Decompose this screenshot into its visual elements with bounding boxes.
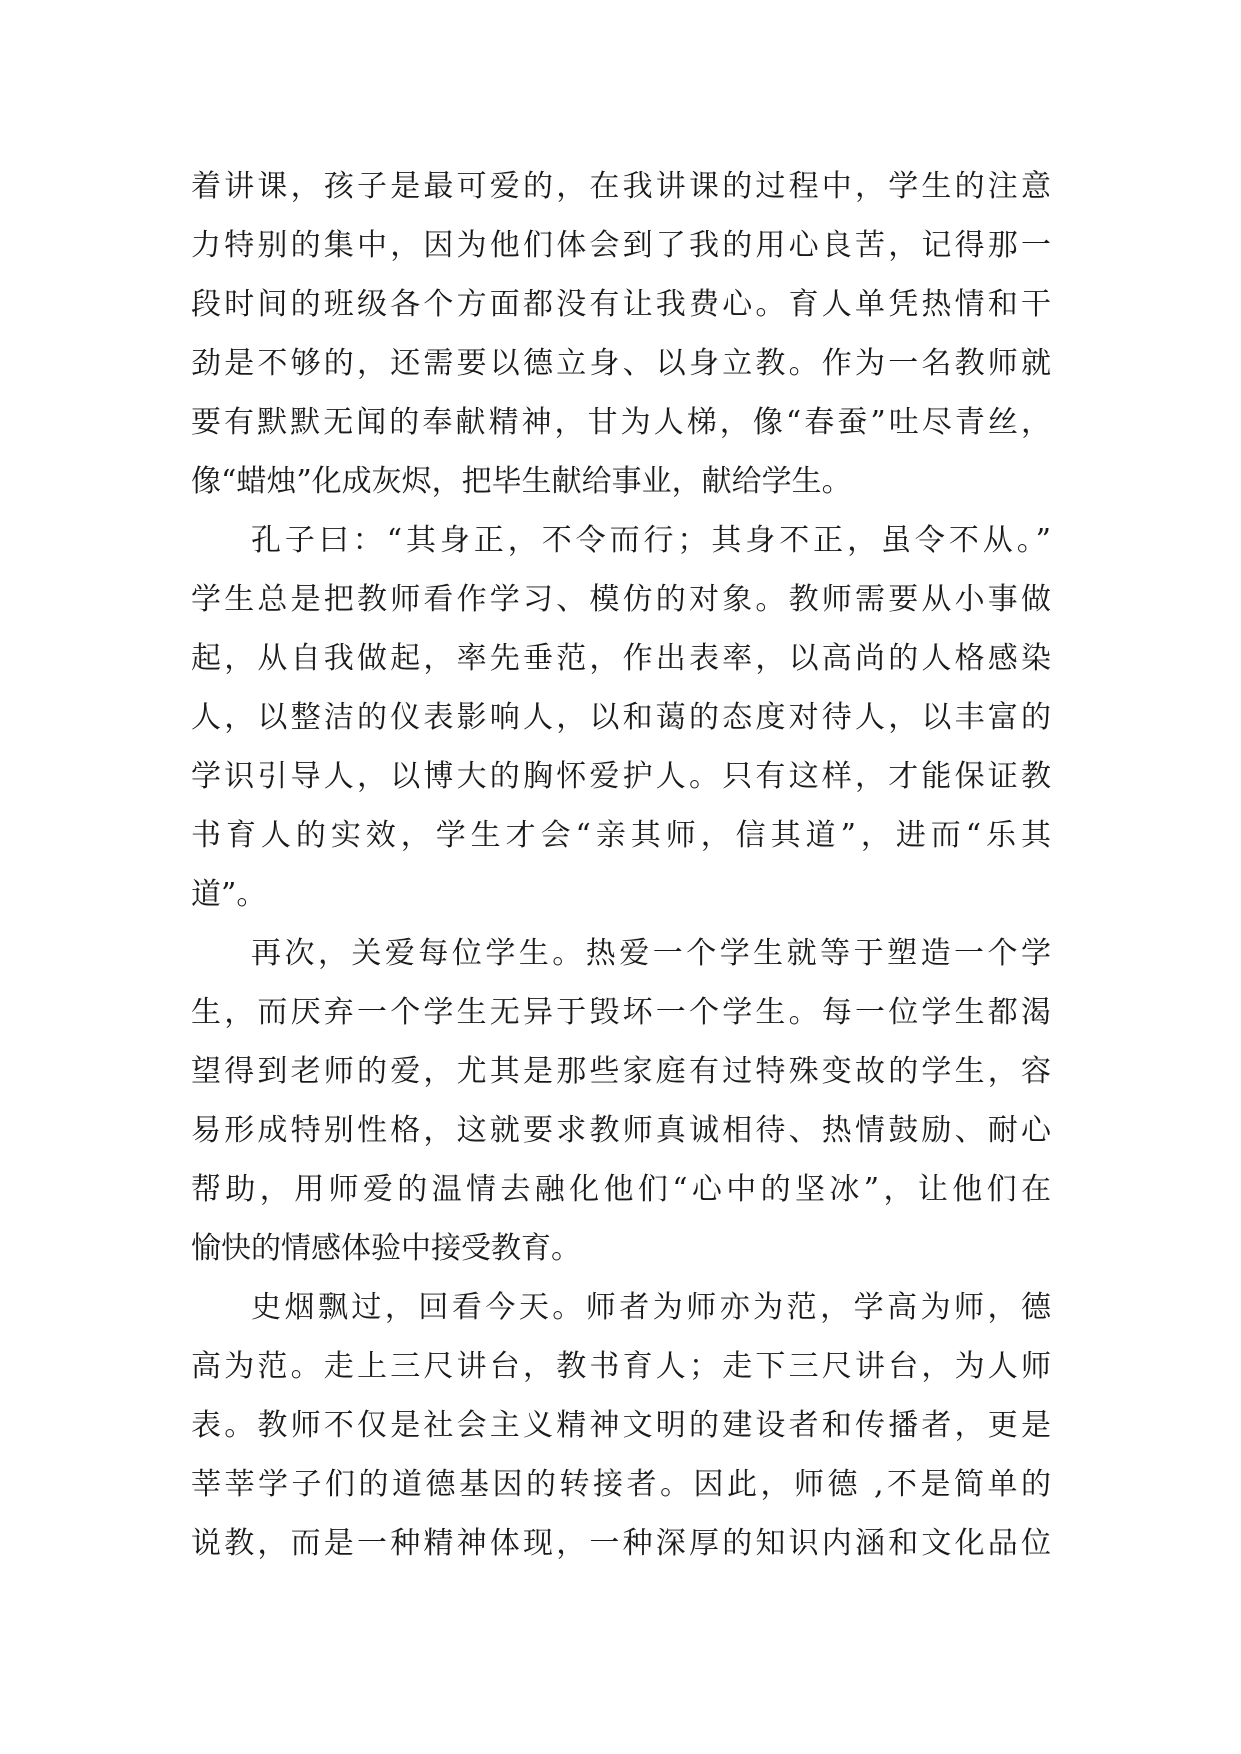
text-line: 易形成特别性格，这就要求教师真诚相待、热情鼓励、耐心 (191, 1113, 1051, 1148)
document-body (191, 157, 1051, 1573)
paragraph-2 (191, 511, 1051, 924)
text-line: 着讲课，孩子是最可爱的，在我讲课的过程中，学生的注意 (191, 169, 1051, 204)
text-line: 道”。 (191, 877, 267, 912)
text-line: 莘莘学子们的道德基因的转接者。因此，师德 ,不是简单的 (191, 1467, 1051, 1502)
text-line: 高为范。走上三尺讲台，教书育人；走下三尺讲台，为人师 (191, 1349, 1051, 1384)
text-line: 像“蜡烛”化成灰烬，把毕生献给事业，献给学生。 (191, 464, 852, 499)
text-line: 劲是不够的，还需要以德立身、以身立教。作为一名教师就 (191, 346, 1051, 381)
text-line: 起，从自我做起，率先垂范，作出表率，以高尚的人格感染 (191, 641, 1051, 676)
text-line: 要有默默无闻的奉献精神，甘为人梯，像“春蚕”吐尽青丝， (191, 405, 1051, 440)
text-line: 望得到老师的爱，尤其是那些家庭有过特殊变故的学生，容 (191, 1054, 1051, 1089)
text-line: 说教，而是一种精神体现，一种深厚的知识内涵和文化品位 (191, 1526, 1051, 1561)
text-line: 力特别的集中，因为他们体会到了我的用心良苦，记得那一 (191, 228, 1051, 263)
text-line: 史烟飘过，回看今天。师者为师亦为范，学高为师，德 (251, 1290, 1051, 1325)
text-line: 表。教师不仅是社会主义精神文明的建设者和传播者，更是 (191, 1408, 1051, 1443)
text-line: 孔子曰：“其身正，不令而行；其身不正，虽令不从。” (251, 523, 1051, 558)
text-line: 学识引导人，以博大的胸怀爱护人。只有这样，才能保证教 (191, 759, 1051, 794)
text-line: 书育人的实效，学生才会“亲其师，信其道”，进而“乐其 (191, 818, 1051, 853)
text-line: 人，以整洁的仪表影响人，以和蔼的态度对待人，以丰富的 (191, 700, 1051, 735)
paragraph-1 (191, 157, 1051, 511)
text-line: 生，而厌弃一个学生无异于毁坏一个学生。每一位学生都渴 (191, 995, 1051, 1030)
paragraph-3 (191, 924, 1051, 1278)
paragraph-4 (191, 1278, 1051, 1573)
text-line: 愉快的情感体验中接受教育。 (191, 1231, 581, 1266)
text-line: 段时间的班级各个方面都没有让我费心。育人单凭热情和干 (191, 287, 1051, 322)
text-line: 学生总是把教师看作学习、模仿的对象。教师需要从小事做 (191, 582, 1051, 617)
text-line: 帮助，用师爱的温情去融化他们“心中的坚冰”，让他们在 (191, 1172, 1051, 1207)
text-line: 再次，关爱每位学生。热爱一个学生就等于塑造一个学 (251, 936, 1051, 971)
